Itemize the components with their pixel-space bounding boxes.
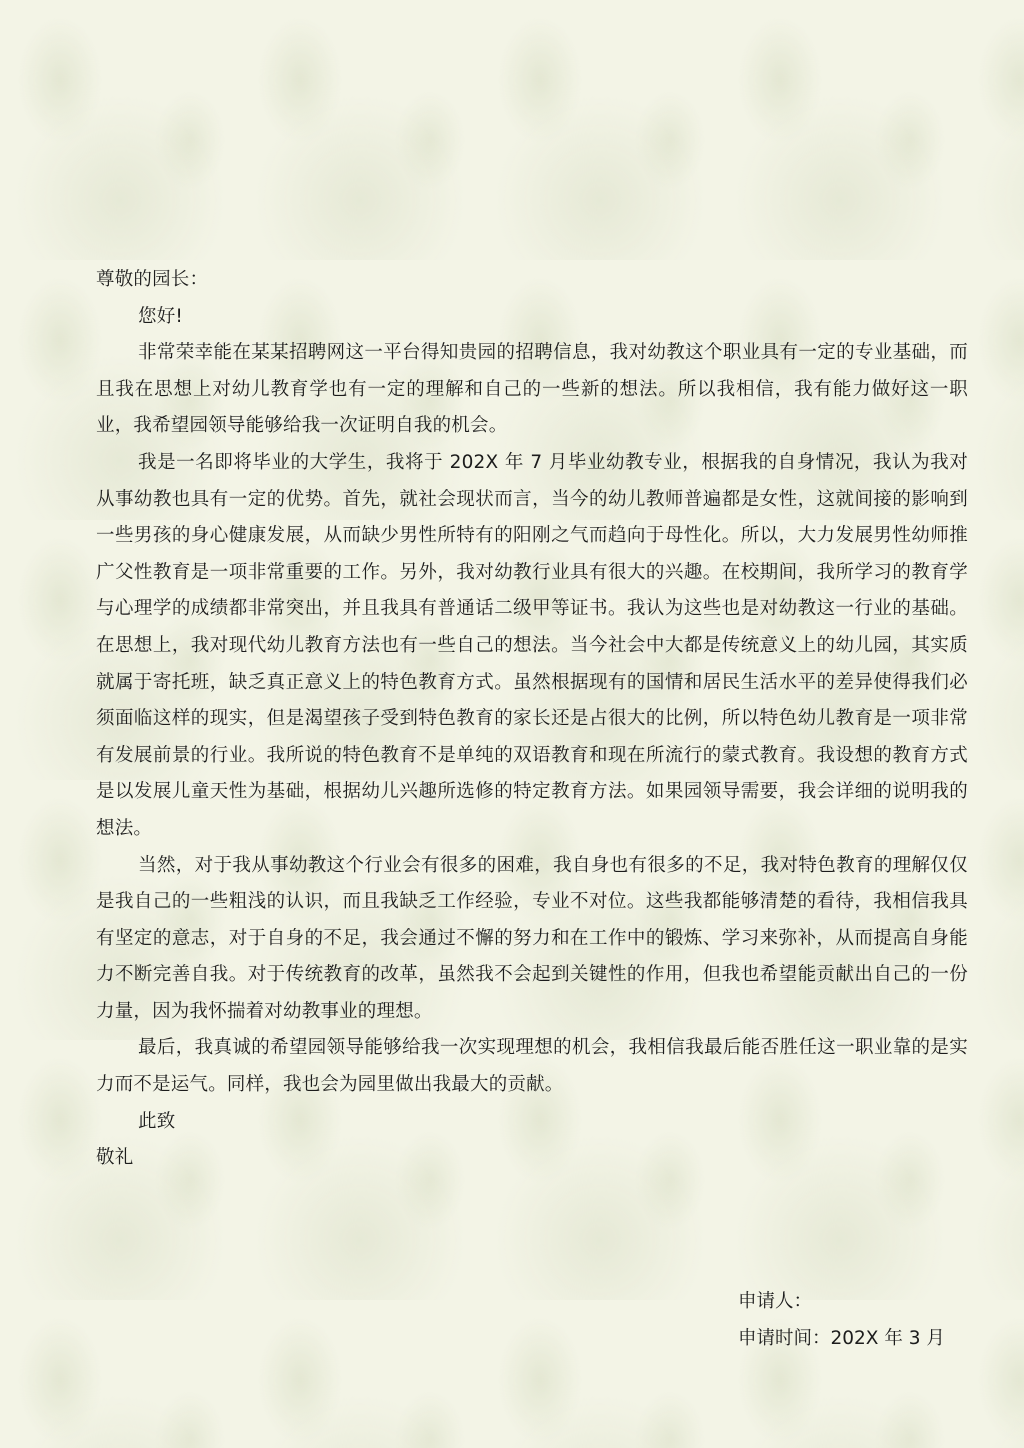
closing-jingli: 敬礼 — [96, 1147, 134, 1169]
paragraph-background: 我是一名即将毕业的大学生，我将于 202X 年 7 月毕业幼教专业，根据我的自身情况，我认为我对从事幼教也具有一定的优势。首先，就社会现状而言，当今的幼儿教师普遍都是女性，这就间接的影响到一些男孩的身心健康发展，从而缺少男性所特有的阳刚之气而趋向于母性化。所以，大力发展男性幼师推广父性教育是一项非常重要的工作。另外，我对幼教行业具有很大的兴趣。在校期间，我所学习的教育学与心理学的成绩都非常突出，并且我具有普通话二级甲等证书。我认为这些也是对幼教这一行业的基础。在思想上，我对现代幼儿教育方法也有一些自己的想法。当今社会中大都是传统意义上的幼儿园，其实质就属于寄托班，缺乏真正意义上的特色教育方式。虽然根据现有的国情和居民生活水平的差异使得我们必须面临这样的现实，但是渴望孩子受到特色教育的家长还是占很大的比例，所以特色幼儿教育是一项非常有发展前景的行业。我所说的特色教育不是单纯的双语教育和现在所流行的蒙式教育。我设想的教育方式是以发展儿童天性为基础，根据幼儿兴趣所选修的特定教育方法。如果园领导需要，我会详细的说明我的想法。 — [96, 451, 968, 839]
signature-block — [738, 1284, 945, 1357]
paragraph-conclusion: 最后，我真诚的希望园领导能够给我一次实现理想的机会，我相信我最后能否胜任这一职业靠的是实力而不是运气。同样，我也会为园里做出我最大的贡献。 — [96, 1037, 968, 1096]
applicant-label: 申请人： — [738, 1291, 813, 1312]
salutation: 尊敬的园长： — [96, 269, 209, 290]
paragraph-intro: 非常荣幸能在某某招聘网这一平台得知贵园的招聘信息，我对幼教这个职业具有一定的专业基础，而且我在思想上对幼儿教育学也有一定的理解和自己的一些新的想法。所以我相信，我有能力做好这一职业，我希望园领导能够给我一次证明自我的机会。 — [96, 342, 968, 437]
closing-cizhi: 此致 — [138, 1110, 176, 1132]
letter-body — [96, 262, 968, 1177]
paragraph-difficulties: 当然，对于我从事幼教这个行业会有很多的困难，我自身也有很多的不足，我对特色教育的理解仅仅是我自己的一些粗浅的认识，而且我缺乏工作经验，专业不对位。这些我都能够清楚的看待，我相信我具有坚定的意志，对于自身的不足，我会通过不懈的努力和在工作中的锻炼、学习来弥补，从而提高自身能力不断完善自我。对于传统教育的改革，虽然我不会起到关键性的作用，但我也希望能贡献出自己的一份力量，因为我怀揣着对幼教事业的理想。 — [96, 854, 968, 1022]
greeting: 您好! — [138, 305, 184, 327]
application-date: 申请时间：202X 年 3 月 — [738, 1327, 945, 1349]
